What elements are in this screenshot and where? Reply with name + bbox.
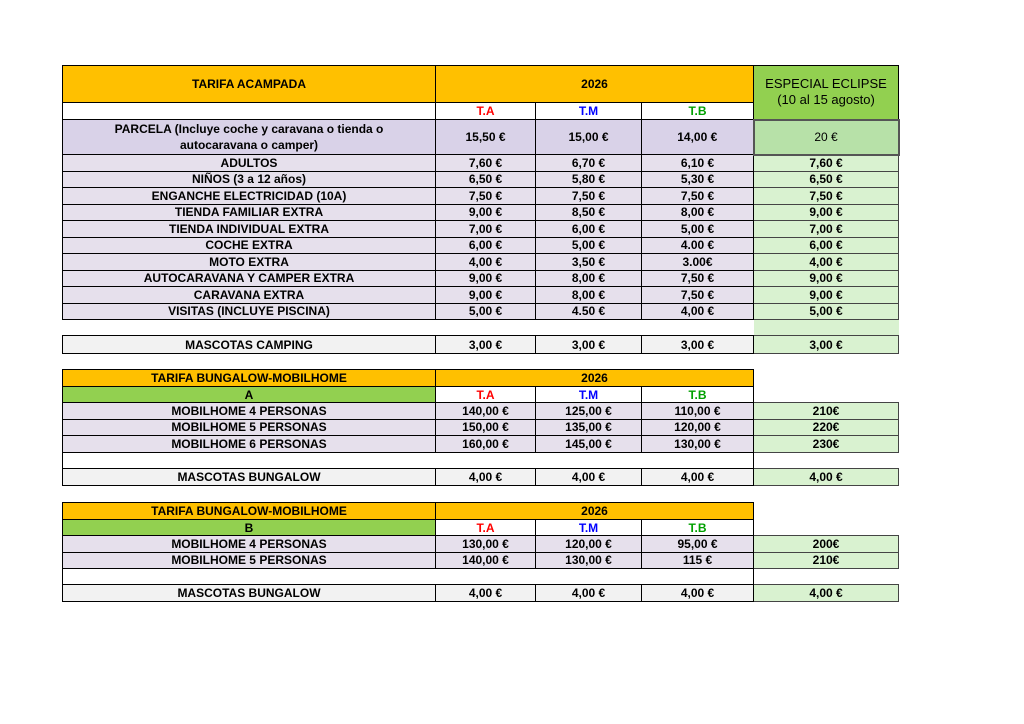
column-ta: T.A — [436, 103, 536, 120]
column-tb: T.B — [642, 387, 754, 403]
pets-label: MASCOTAS BUNGALOW — [63, 585, 436, 602]
row-label: MOBILHOME 6 PERSONAS — [63, 436, 436, 453]
bungalow-a-rates-table — [62, 369, 899, 486]
row-label: VISITAS (INCLUYE PISCINA) — [63, 303, 436, 320]
row-tb: 7,50 € — [642, 270, 754, 287]
row-tm: 8,00 € — [536, 287, 642, 304]
row-label: ADULTOS — [63, 155, 436, 172]
row-ta: 7,00 € — [436, 221, 536, 238]
row-tm: 5,80 € — [536, 171, 642, 188]
parcela-label-line2: autocaravana o camper) — [179, 138, 319, 152]
parcela-special: 20 € — [754, 120, 899, 155]
row-tb: 110,00 € — [642, 403, 754, 420]
row-tm: 135,00 € — [536, 419, 642, 436]
pets-tb: 3,00 € — [642, 336, 754, 354]
row-tb: 8,00 € — [642, 204, 754, 221]
row-ta: 7,60 € — [436, 155, 536, 172]
row-tb: 115 € — [642, 552, 754, 569]
column-tb: T.B — [642, 103, 754, 120]
row-tm: 6,70 € — [536, 155, 642, 172]
pets-special: 4,00 € — [754, 468, 899, 485]
row-tm: 8,00 € — [536, 270, 642, 287]
row-tb: 5,30 € — [642, 171, 754, 188]
special-eclipse-header — [754, 66, 899, 120]
camping-rates-table — [62, 65, 900, 354]
row-ta: 6,50 € — [436, 171, 536, 188]
table-row — [63, 536, 899, 553]
row-label: AUTOCARAVANA Y CAMPER EXTRA — [63, 270, 436, 287]
bungalow-b-title: TARIFA BUNGALOW-MOBILHOME — [63, 503, 436, 520]
row-label: NIÑOS (3 a 12 años) — [63, 171, 436, 188]
parcela-label-line1: PARCELA (Incluye coche y caravana o tienda o — [114, 122, 384, 136]
parcela-ta: 15,50 € — [436, 120, 536, 155]
table-row — [63, 188, 899, 205]
camping-column-header-blank — [63, 103, 436, 120]
column-tm: T.M — [536, 387, 642, 403]
special-eclipse-title: ESPECIAL ECLIPSE — [765, 76, 887, 92]
spacer-row — [63, 320, 899, 336]
table-row — [63, 419, 899, 436]
row-ta: 5,00 € — [436, 303, 536, 320]
row-ta: 130,00 € — [436, 536, 536, 553]
column-tb: T.B — [642, 520, 754, 536]
row-label: TIENDA FAMILIAR EXTRA — [63, 204, 436, 221]
row-tm: 6,00 € — [536, 221, 642, 238]
row-special: 6,00 € — [754, 237, 899, 254]
row-tm: 3,50 € — [536, 254, 642, 271]
pets-tb: 4,00 € — [642, 468, 754, 485]
pets-label: MASCOTAS BUNGALOW — [63, 468, 436, 485]
row-label: MOBILHOME 4 PERSONAS — [63, 536, 436, 553]
bungalow-b-year: 2026 — [436, 503, 754, 520]
table-row-pets — [63, 585, 899, 602]
camping-year: 2026 — [436, 66, 754, 103]
row-special: 5,00 € — [754, 303, 899, 320]
row-tm: 4.50 € — [536, 303, 642, 320]
row-tb: 3.00€ — [642, 254, 754, 271]
table-row — [63, 436, 899, 453]
row-label: MOBILHOME 5 PERSONAS — [63, 552, 436, 569]
pets-label: MASCOTAS CAMPING — [63, 336, 436, 354]
row-tb: 4.00 € — [642, 237, 754, 254]
row-label: TIENDA INDIVIDUAL EXTRA — [63, 221, 436, 238]
bungalow-a-group: A — [63, 387, 436, 403]
row-special: 6,50 € — [754, 171, 899, 188]
table-row-parcela — [63, 120, 899, 155]
parcela-tb: 14,00 € — [642, 120, 754, 155]
row-special: 210€ — [754, 552, 899, 569]
row-tm: 7,50 € — [536, 188, 642, 205]
bungalow-b-rates-table — [62, 502, 899, 602]
row-tb: 4,00 € — [642, 303, 754, 320]
bungalow-a-title: TARIFA BUNGALOW-MOBILHOME — [63, 370, 436, 387]
table-row — [63, 552, 899, 569]
row-tb: 130,00 € — [642, 436, 754, 453]
row-special: 9,00 € — [754, 204, 899, 221]
table-row — [63, 287, 899, 304]
row-label: MOBILHOME 4 PERSONAS — [63, 403, 436, 420]
spacer-row — [63, 569, 899, 585]
row-ta: 140,00 € — [436, 403, 536, 420]
table-row — [63, 221, 899, 238]
table-row — [63, 204, 899, 221]
table-row — [63, 254, 899, 271]
row-special: 210€ — [754, 403, 899, 420]
table-row-pets — [63, 468, 899, 485]
row-special: 7,50 € — [754, 188, 899, 205]
pets-tb: 4,00 € — [642, 585, 754, 602]
row-label: MOBILHOME 5 PERSONAS — [63, 419, 436, 436]
row-ta: 7,50 € — [436, 188, 536, 205]
row-ta: 150,00 € — [436, 419, 536, 436]
row-tm: 120,00 € — [536, 536, 642, 553]
row-tm: 5,00 € — [536, 237, 642, 254]
bungalow-b-group: B — [63, 520, 436, 536]
pets-tm: 4,00 € — [536, 585, 642, 602]
column-ta: T.A — [436, 387, 536, 403]
row-label: MOTO EXTRA — [63, 254, 436, 271]
pets-ta: 4,00 € — [436, 468, 536, 485]
column-tm: T.M — [536, 520, 642, 536]
row-ta: 160,00 € — [436, 436, 536, 453]
row-tb: 7,50 € — [642, 188, 754, 205]
row-tm: 8,50 € — [536, 204, 642, 221]
row-special: 220€ — [754, 419, 899, 436]
row-ta: 9,00 € — [436, 204, 536, 221]
bungalow-a-year: 2026 — [436, 370, 754, 387]
pets-special: 4,00 € — [754, 585, 899, 602]
pets-tm: 4,00 € — [536, 468, 642, 485]
pets-special: 3,00 € — [754, 336, 899, 354]
row-label: ENGANCHE ELECTRICIDAD (10A) — [63, 188, 436, 205]
table-row — [63, 155, 899, 172]
row-tb: 7,50 € — [642, 287, 754, 304]
row-special: 9,00 € — [754, 270, 899, 287]
table-row — [63, 303, 899, 320]
camping-title: TARIFA ACAMPADA — [63, 66, 436, 103]
row-tb: 5,00 € — [642, 221, 754, 238]
parcela-tm: 15,00 € — [536, 120, 642, 155]
pets-tm: 3,00 € — [536, 336, 642, 354]
row-tm: 130,00 € — [536, 552, 642, 569]
row-special: 4,00 € — [754, 254, 899, 271]
row-ta: 9,00 € — [436, 287, 536, 304]
column-tm: T.M — [536, 103, 642, 120]
row-special: 200€ — [754, 536, 899, 553]
row-tb: 95,00 € — [642, 536, 754, 553]
row-tb: 6,10 € — [642, 155, 754, 172]
pets-ta: 3,00 € — [436, 336, 536, 354]
pets-ta: 4,00 € — [436, 585, 536, 602]
row-tm: 145,00 € — [536, 436, 642, 453]
parcela-label — [63, 120, 436, 155]
row-special: 7,60 € — [754, 155, 899, 172]
row-tb: 120,00 € — [642, 419, 754, 436]
row-ta: 6,00 € — [436, 237, 536, 254]
row-ta: 4,00 € — [436, 254, 536, 271]
row-special: 9,00 € — [754, 287, 899, 304]
row-label: CARAVANA EXTRA — [63, 287, 436, 304]
table-row — [63, 403, 899, 420]
row-label: COCHE EXTRA — [63, 237, 436, 254]
table-row-pets — [63, 336, 899, 354]
table-row — [63, 237, 899, 254]
row-tm: 125,00 € — [536, 403, 642, 420]
table-row — [63, 270, 899, 287]
row-ta: 140,00 € — [436, 552, 536, 569]
table-row — [63, 171, 899, 188]
column-ta: T.A — [436, 520, 536, 536]
row-special: 7,00 € — [754, 221, 899, 238]
spacer-row — [63, 452, 899, 468]
special-eclipse-dates: (10 al 15 agosto) — [777, 92, 875, 108]
row-special: 230€ — [754, 436, 899, 453]
row-ta: 9,00 € — [436, 270, 536, 287]
